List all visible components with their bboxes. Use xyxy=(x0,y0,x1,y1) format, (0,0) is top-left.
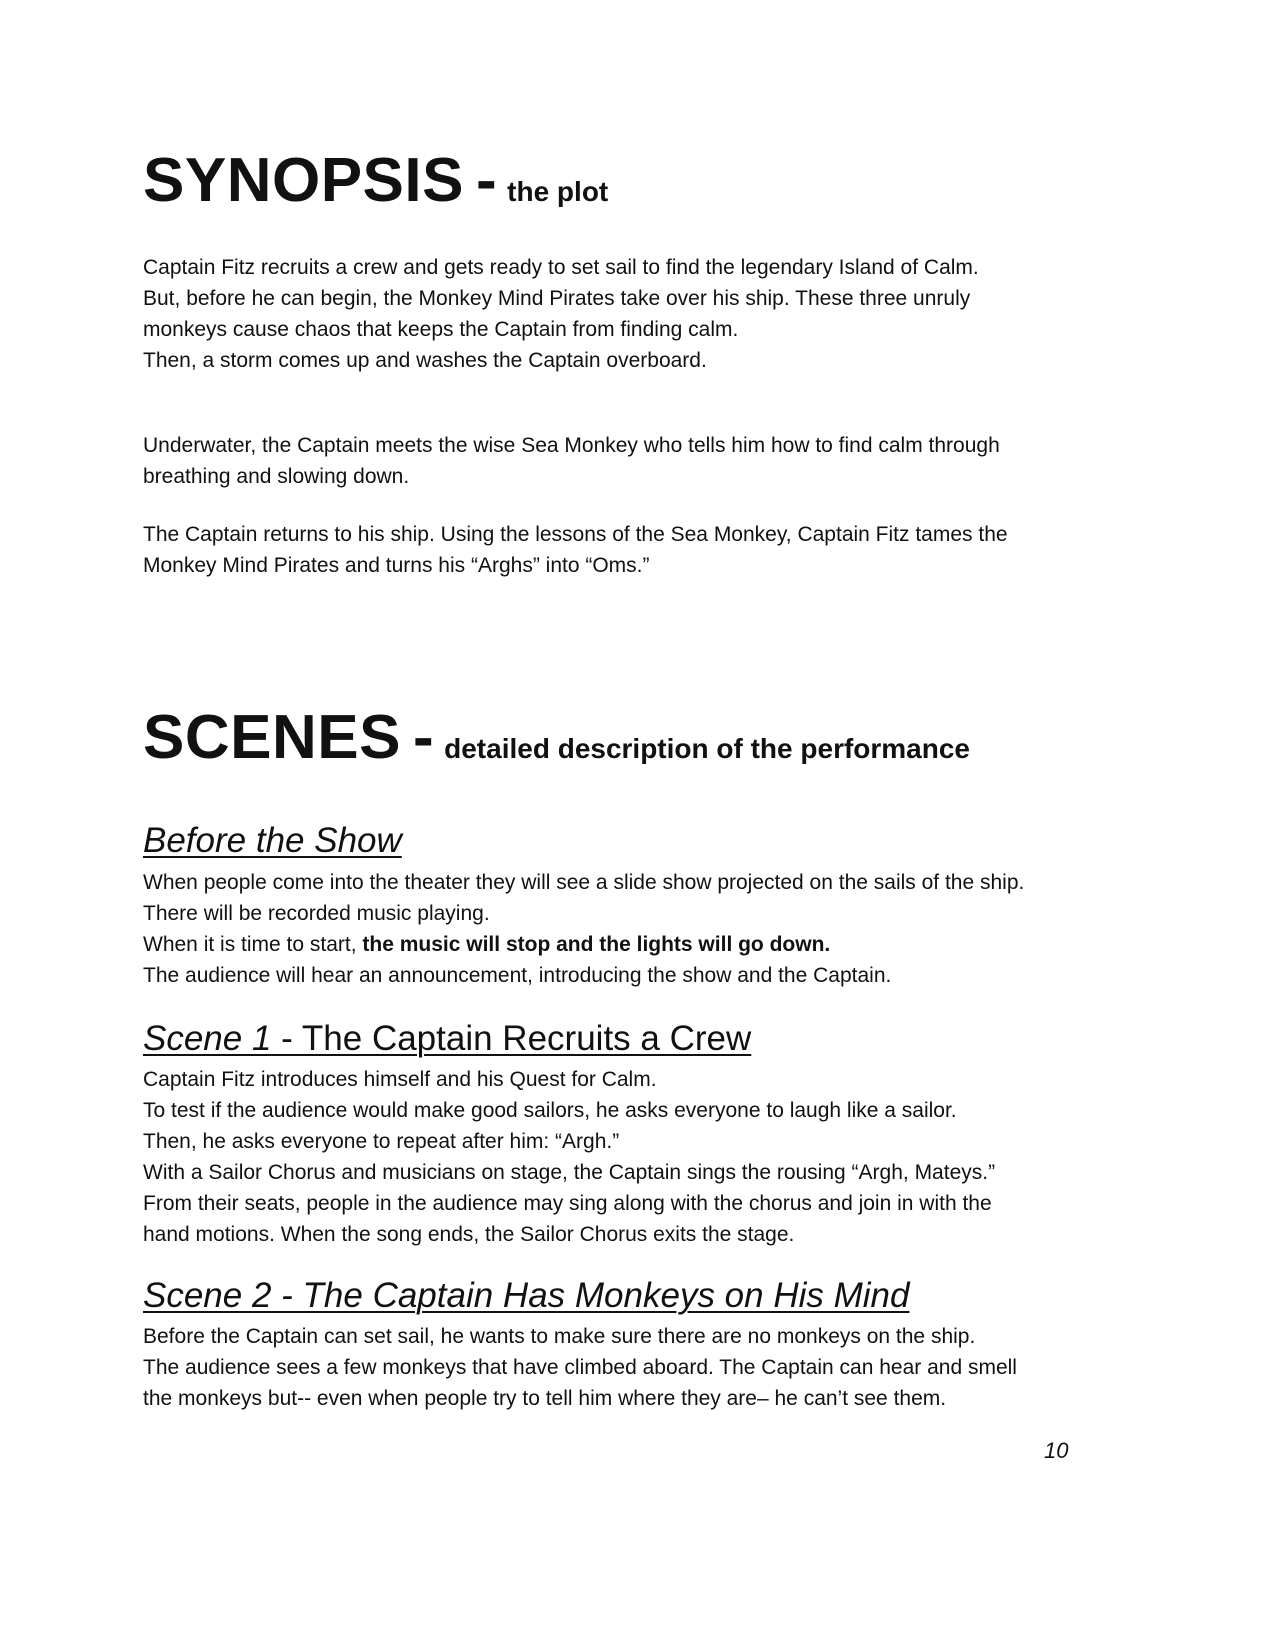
paragraph-line: Then, he asks everyone to repeat after him: “Argh.” xyxy=(143,1130,620,1153)
paragraph-line: Underwater, the Captain meets the wise Sea Monkey who tells him how to find calm through xyxy=(143,434,1000,457)
paragraph-line: The audience will hear an announcement, introducing the show and the Captain. xyxy=(143,964,892,987)
paragraph-line: With a Sailor Chorus and musicians on stage, the Captain sings the rousing “Argh, Mateys.” xyxy=(143,1161,996,1184)
paragraph-line: Monkey Mind Pirates and turns his “Arghs” into “Oms.” xyxy=(143,554,650,577)
scene-2-heading xyxy=(143,1278,909,1313)
paragraph-line: Captain Fitz recruits a crew and gets ready to set sail to find the legendary Island of Calm. xyxy=(143,256,979,279)
paragraph-line: monkeys cause chaos that keeps the Captain from finding calm. xyxy=(143,318,739,341)
synopsis-paragraph-1 xyxy=(143,252,1133,376)
paragraph-line: the monkeys but-- even when people try to tell him where they are– he can’t see them. xyxy=(143,1387,947,1410)
scenes-title: SCENES xyxy=(143,703,401,772)
paragraph-line: When people come into the theater they will see a slide show projected on the sails of the ship. xyxy=(143,871,1025,894)
synopsis-dash: - xyxy=(476,146,498,215)
scene-1-heading xyxy=(143,1021,751,1056)
paragraph-line: Before the Captain can set sail, he wants to make sure there are no monkeys on the ship. xyxy=(143,1325,976,1348)
paragraph-line xyxy=(143,929,1133,960)
paragraph-line: breathing and slowing down. xyxy=(143,465,410,488)
synopsis-title: SYNOPSIS xyxy=(143,146,464,215)
scenes-dash: - xyxy=(412,703,435,772)
synopsis-subtitle: the plot xyxy=(507,176,609,207)
bold-emphasis: the music will stop and the lights will go down. xyxy=(362,933,831,956)
paragraph-line: The Captain returns to his ship. Using the lessons of the Sea Monkey, Captain Fitz tames the xyxy=(143,523,1008,546)
before-show-paragraph xyxy=(143,867,1133,991)
scene-1-label: Scene 1 xyxy=(143,1019,272,1058)
paragraph-line: The audience sees a few monkeys that have climbed aboard. The Captain can hear and smell xyxy=(143,1356,1017,1379)
synopsis-paragraph-3 xyxy=(143,519,1133,581)
scene-1-paragraph xyxy=(143,1064,1133,1250)
scene-2-title: Scene 2 - The Captain Has Monkeys on His Mind xyxy=(143,1276,910,1315)
paragraph-line: To test if the audience would make good sailors, he asks everyone to laugh like a sailor. xyxy=(143,1099,957,1122)
synopsis-paragraph-2 xyxy=(143,430,1133,492)
synopsis-heading xyxy=(143,146,609,215)
line-prefix: When it is time to start, xyxy=(143,933,363,956)
before-show-heading xyxy=(143,823,402,858)
scenes-heading xyxy=(143,703,970,772)
paragraph-line: From their seats, people in the audience may sing along with the chorus and join in with the xyxy=(143,1192,992,1215)
scene-1-title: - The Captain Recruits a Crew xyxy=(271,1019,752,1058)
paragraph-line: hand motions. When the song ends, the Sailor Chorus exits the stage. xyxy=(143,1223,795,1246)
paragraph-line: There will be recorded music playing. xyxy=(143,902,490,925)
paragraph-line: Captain Fitz introduces himself and his Quest for Calm. xyxy=(143,1068,657,1091)
before-show-heading-text: Before the Show xyxy=(143,821,402,860)
page-number: 10 xyxy=(1044,1438,1069,1463)
scene-2-paragraph xyxy=(143,1321,1133,1414)
paragraph-line: But, before he can begin, the Monkey Mind Pirates take over his ship. These three unruly xyxy=(143,287,971,310)
scenes-subtitle: detailed description of the performance xyxy=(444,733,970,764)
paragraph-line: Then, a storm comes up and washes the Captain overboard. xyxy=(143,349,707,372)
